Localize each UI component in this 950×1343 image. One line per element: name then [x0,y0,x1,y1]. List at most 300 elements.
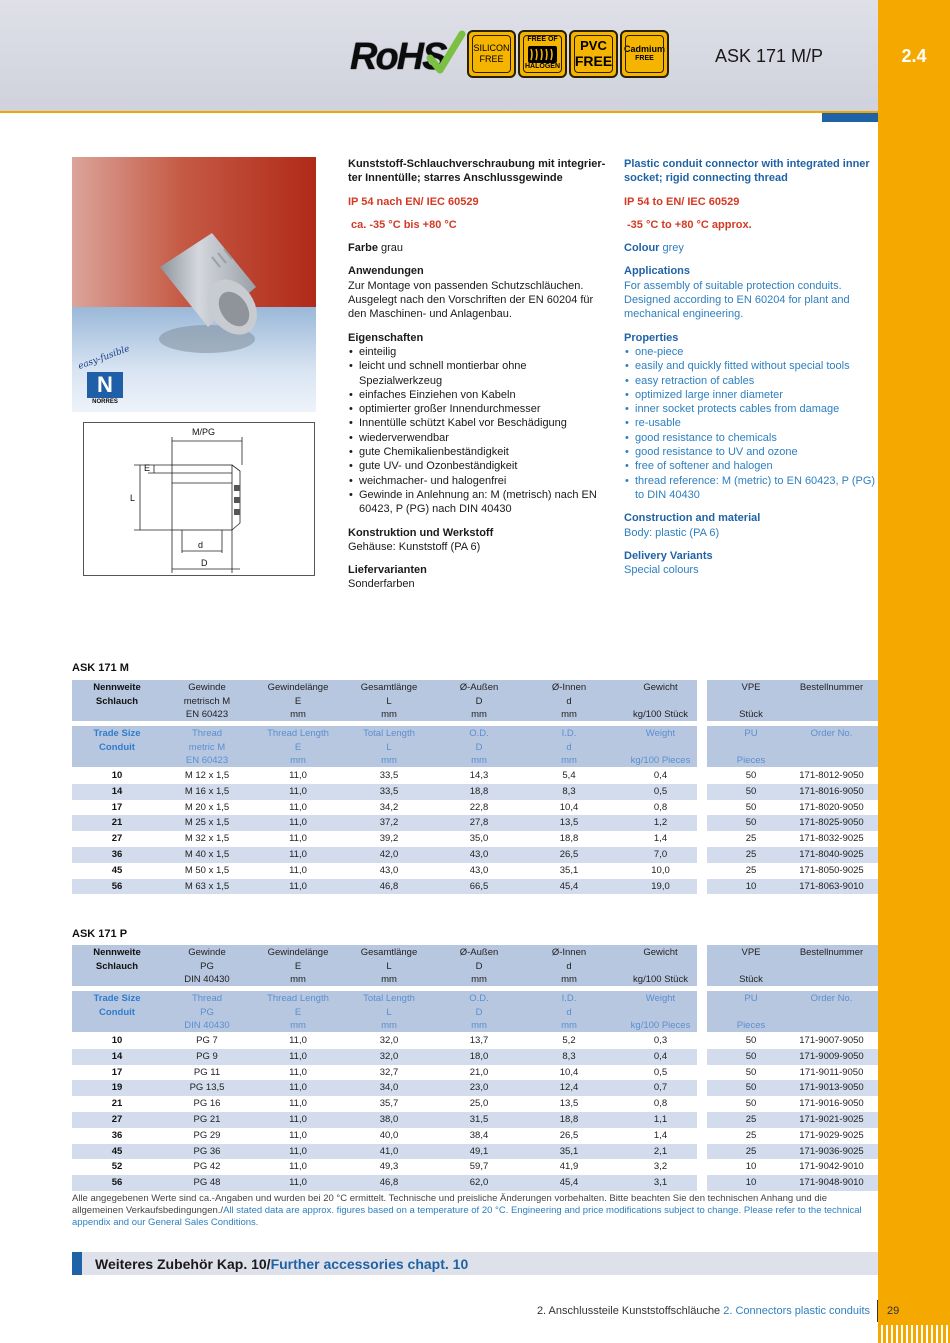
table-cell: 1,4 [653,1129,668,1141]
table-row [72,1128,878,1144]
table-m [72,680,878,894]
table-cell: 10,4 [559,1066,579,1078]
technical-drawing [83,422,315,576]
column-header: Gewicht kg/100 Stück [633,682,688,721]
table-cell: 11,0 [289,1129,307,1141]
english-temp: -35 °C to +80 °C approx. [627,218,752,231]
table-cell: 25 [745,849,757,860]
german-construction-title: Konstruktion und Werkstoff [348,526,494,539]
german-applications-title: Anwendungen [348,265,424,278]
table-cell: 171-9009-9050 [799,1050,864,1062]
list-item: • easy retraction of cables [624,374,878,388]
english-delivery-text: Special colours [624,564,699,577]
table-cell: 10 [111,1035,123,1046]
accessories-marker [72,1252,82,1275]
table-cell: 34,2 [379,801,399,813]
table-row [72,815,878,831]
column-header: Thread metric M EN 60423 [185,728,229,767]
table-cell: 11,0 [289,880,307,892]
table-cell: 41,0 [379,1145,399,1157]
column-header: VPE Stück [739,682,763,721]
table-cell: 46,8 [379,1177,399,1189]
halogen-icon [528,46,557,63]
list-item: • Gewinde in Anlehnung an: M (metrisch) nach EN 60423, P (PG) nach DIN 40430 [348,488,606,517]
table-cell: 0,5 [653,1066,668,1078]
pvc-free-badge: PVC FREE [569,30,618,78]
column-header: Ø-Innen d mm [551,947,587,986]
table-cell: 62,0 [469,1177,489,1189]
table-cell: 38,0 [379,1114,399,1125]
table-cell: 2,1 [653,1145,668,1157]
column-header: O.D. D mm [469,728,489,767]
table-cell: 32,7 [379,1066,399,1078]
table-cell: 45,4 [559,880,579,892]
footer-de: 2. Anschlussteile Kunststoffschläuche [536,1305,721,1317]
table-cell: 5,4 [562,770,576,781]
list-item: • leicht und schnell montierbar ohne Spezialwerkzeug [348,359,606,388]
english-applications-title: Applications [624,265,691,278]
german-title: Kunststoff-Schlauchverschraubung mit integrier-ter Innentülle; starres Anschlussgewinde [348,158,606,185]
accessories-de: Weiteres Zubehör Kap. 10/ [95,1256,271,1272]
table-cell: 17 [111,801,123,813]
column-header: I.D. d mm [561,993,577,1032]
script-logo: easy-fusible [76,344,132,372]
model-title: ASK 171 M/P [715,46,824,66]
rohs-label: RoHS [350,36,446,78]
table-row [72,1049,878,1065]
table-cell: 11,0 [289,1161,307,1173]
table-row [72,863,878,879]
label-mpg: M/PG [192,427,216,437]
table-row [72,1065,878,1081]
column-header: Trade Size Conduit [93,728,141,753]
table-row [72,831,878,847]
table-cell: 42,0 [379,849,399,860]
silicon-free-badge: SILICON FREE [467,30,516,78]
label-e: E [144,463,151,473]
table-cell: 10,4 [559,801,579,813]
table-cell: PG 36 [193,1145,221,1157]
table-cell: M 12 x 1,5 [184,770,230,781]
table-cell: 11,0 [289,1082,307,1094]
table-cell: 11,0 [289,1177,307,1189]
column-header: O.D. D mm [469,993,489,1032]
column-header: Bestellnummer [799,682,864,693]
table-cell: PG 7 [196,1035,218,1046]
table-cell: 25,0 [469,1098,489,1110]
table-cell: 0,3 [653,1035,668,1046]
table-cell: 43,0 [469,864,489,876]
table-cell: 50 [745,770,757,781]
list-item: • optimized large inner diameter [624,388,878,402]
list-item: • gute UV- und Ozonbeständigkeit [348,459,606,473]
blue-marker [822,113,878,122]
checkmark-icon [426,30,466,78]
column-header: Ø-Außen D mm [459,682,499,721]
footnote [72,1193,878,1229]
table-cell: 26,5 [559,1129,579,1141]
table-cell: 40,0 [379,1129,399,1141]
table-cell: 59,7 [469,1161,489,1173]
table-row [72,1112,878,1128]
en-header [72,726,878,767]
german-temp: ca. -35 °C bis +80 °C [351,218,457,231]
column-header: I.D. d mm [561,728,577,767]
table-cell: 50 [745,1098,757,1110]
list-item: • einfaches Einziehen von Kabeln [348,388,606,402]
list-item: • Innentülle schützt Kabel vor Beschädigung [348,416,606,430]
table-row [72,1033,878,1049]
table-cell: 36 [111,1129,123,1141]
table-cell: 35,0 [469,833,489,845]
list-item: • weichmacher- und halogenfrei [348,474,606,488]
column-header: Thread Length E mm [267,993,329,1032]
table-row [72,1096,878,1112]
table-cell: PG 11 [193,1066,221,1078]
table-m-title: ASK 171 M [72,662,129,674]
table-cell: 0,8 [653,801,668,813]
table-cell: 171-8016-9050 [799,785,864,797]
list-item: • good resistance to UV and ozone [624,445,878,459]
table-cell: 43,0 [469,849,489,860]
table-cell: 46,8 [379,880,399,892]
column-header: Thread PG DIN 40430 [184,993,230,1032]
table-cell: 8,3 [562,785,576,797]
table-cell: 13,5 [559,817,579,829]
table-cell: 11,0 [289,833,307,845]
english-colour-value: grey [662,242,684,255]
table-cell: 11,0 [289,849,307,860]
english-properties-list [624,345,878,502]
list-item: • good resistance to chemicals [624,431,878,445]
table-cell: 38,4 [469,1129,489,1141]
english-ip: IP 54 to EN/ IEC 60529 [624,195,740,208]
table-cell: 49,1 [469,1145,489,1157]
table-cell: 171-9029-9025 [799,1129,864,1141]
table-row [72,768,878,784]
accessories-en: Further accessories chapt. 10 [270,1256,469,1272]
table-row [72,1159,878,1175]
table-row [72,1175,878,1191]
table-cell: 27 [111,833,123,845]
table-cell: 50 [745,817,757,829]
list-item: • einteilig [348,345,606,359]
table-cell: 50 [745,1082,757,1094]
table-cell: 1,2 [653,817,668,829]
column-header: Order No. [810,728,853,739]
table-cell: 33,5 [379,770,399,781]
german-properties-list [348,345,606,517]
table-cell: 11,0 [289,1050,307,1062]
footer-divider [877,1300,878,1322]
table-cell: PG 13,5 [189,1082,225,1094]
table-cell: 33,5 [379,785,399,797]
table-cell: 14 [111,1050,123,1062]
table-cell: 35,1 [559,864,579,876]
table-cell: 66,5 [469,880,489,892]
german-colour-value: grau [381,242,404,255]
table-cell: 11,0 [289,785,307,797]
table-cell: 19 [111,1082,123,1094]
german-colour-label: Farbe [348,242,378,255]
table-p [72,945,878,1190]
table-cell: 17 [111,1066,123,1078]
column-header: PU Pieces [736,993,766,1032]
table-cell: 171-8050-9025 [799,864,864,876]
norres-logo: N NORRES [81,372,129,408]
column-header: Gewindelänge E mm [267,947,329,986]
table-cell: 0,5 [653,785,668,797]
column-header: Gewindelänge E mm [267,682,329,721]
table-cell: 11,0 [289,817,307,829]
table-cell: 171-9021-9025 [799,1114,864,1125]
table-cell: 21 [111,817,123,829]
table-cell: M 25 x 1,5 [184,817,230,829]
table-cell: 31,5 [469,1114,489,1125]
table-cell: 11,0 [289,1035,307,1046]
table-cell: 0,7 [653,1082,668,1094]
table-cell: 10 [745,1177,757,1189]
table-cell: 34,0 [379,1082,399,1094]
table-row [72,1080,878,1096]
table-row [72,879,878,895]
table-cell: 171-8063-9010 [799,880,864,892]
header-divider [0,111,878,113]
table-cell: 35,7 [379,1098,399,1110]
label-l: L [130,493,136,503]
table-cell: 45 [111,864,123,876]
halogen-free-badge: FREE OF HALOGEN [518,30,567,78]
table-cell: 171-8020-9050 [799,801,864,813]
column-header: Ø-Innen d mm [551,682,587,721]
german-delivery-text: Sonderfarben [348,578,415,591]
de-header [72,680,878,721]
table-cell: 171-9036-9025 [799,1145,864,1157]
table-cell: 171-9048-9010 [799,1177,864,1189]
table-cell: 171-8012-9050 [799,770,864,781]
column-header: Order No. [810,993,853,1004]
english-construction-text: Body: plastic (PA 6) [624,526,720,539]
table-cell: 25 [745,833,757,845]
table-cell: 11,0 [289,770,307,781]
table-cell: 11,0 [289,1066,307,1078]
list-item: • free of softener and halogen [624,459,878,473]
table-cell: 43,0 [379,864,399,876]
column-header: Weight kg/100 Pieces [630,728,691,767]
page-number: 29 [887,1305,900,1317]
cadmium-free-badge: Cadmium FREE [620,30,669,78]
table-cell: 50 [745,1035,757,1046]
table-cell: M 32 x 1,5 [184,833,230,845]
table-cell: 0,4 [653,770,668,781]
table-cell: 171-9013-9050 [799,1082,864,1094]
table-cell: 52 [111,1161,123,1173]
table-cell: M 16 x 1,5 [184,785,230,797]
german-applications-text: Zur Montage von passenden Schutzschläuchen. Ausgelegt nach den Vorschriften der EN 60204 für den Maschinen- und Anlagenbau. [348,279,594,321]
table-cell: 11,0 [289,801,307,813]
german-delivery-title: Liefervarianten [348,564,427,577]
english-applications-text: For assembly of suitable protection conduits. Designed according to EN 60204 for plant and mechanical engineering. [624,279,850,321]
table-cell: 14,3 [469,770,489,781]
table-cell: 11,0 [289,1098,307,1110]
column-header: Ø-Außen D mm [459,947,499,986]
column-header: Total Length L mm [363,728,415,767]
list-item: • inner socket protects cables from damage [624,402,878,416]
english-construction-title: Construction and material [624,512,761,525]
list-item: • gute Chemikalienbeständigkeit [348,445,606,459]
table-cell: 1,4 [653,833,668,845]
table-cell: M 40 x 1,5 [184,849,230,860]
table-cell: 25 [745,864,757,876]
table-cell: 32,0 [379,1035,399,1046]
german-description [348,157,606,601]
column-header: Thread Length E mm [267,728,329,767]
table-cell: 27,8 [469,817,489,829]
column-header: Gesamtlänge L mm [360,947,418,986]
fitting-image [152,227,262,357]
column-header: VPE Stück [739,947,763,986]
table-p-title: ASK 171 P [72,928,128,940]
column-header: Nennweite Schlauch [93,682,141,707]
table-cell: 11,0 [289,1114,307,1125]
table-cell: 45 [111,1145,123,1157]
en-header [72,991,878,1032]
table-cell: 10 [745,1161,757,1173]
table-cell: 35,1 [559,1145,579,1157]
german-construction-text: Gehäuse: Kunststoff (PA 6) [348,540,481,553]
table-cell: 5,2 [562,1035,576,1046]
label-d-outer: D [201,558,208,568]
table-cell: 13,7 [469,1035,489,1046]
table-cell: 25 [745,1114,757,1125]
page-footer [420,1305,870,1317]
column-header: PU Pieces [736,728,766,767]
table-cell: 18,8 [559,833,579,845]
table-row [72,800,878,816]
table-cell: 10 [111,770,123,781]
table-cell: 0,4 [653,1050,668,1062]
table-cell: 14 [111,785,123,797]
footer-en: 2. Connectors plastic conduits [723,1305,870,1317]
column-header: Total Length L mm [363,993,415,1032]
footer-decoration [878,1325,950,1343]
german-ip: IP 54 nach EN/ IEC 60529 [348,195,479,208]
table-cell: PG 48 [193,1177,221,1189]
table-cell: 50 [745,785,757,797]
table-cell: PG 29 [193,1129,221,1141]
table-cell: 13,5 [559,1098,579,1110]
footnote-en: All stated data are approx. figures based on a temperature of 20 °C. Engineering and price modifications subject to change. Please refer to the technical appendix and our General Sales Conditions. [72,1205,862,1228]
table-cell: 45,4 [559,1177,579,1189]
list-item: • re-usable [624,416,878,430]
table-cell: 21,0 [469,1066,489,1078]
table-cell: 37,2 [379,817,399,829]
table-cell: 8,3 [562,1050,576,1062]
table-cell: 18,8 [469,785,489,797]
column-header: Nennweite Schlauch [93,947,141,972]
table-cell: 50 [745,801,757,813]
table-cell: 0,8 [653,1098,668,1110]
table-cell: 18,0 [469,1050,489,1062]
table-cell: 7,0 [653,849,668,860]
accessories-link[interactable] [95,1256,468,1272]
table-cell: PG 9 [196,1050,218,1062]
table-cell: 21 [111,1098,123,1110]
german-properties-title: Eigenschaften [348,331,424,344]
table-cell: 171-8040-9025 [799,849,864,860]
table-cell: 171-8032-9025 [799,833,864,845]
list-item: • thread reference: M (metric) to EN 60423, P (PG) to DIN 40430 [624,474,878,503]
table-cell: PG 42 [193,1161,221,1173]
table-cell: 1,1 [653,1114,668,1125]
table-cell: 56 [111,1177,123,1189]
column-header: Gesamtlänge L mm [360,682,418,721]
table-cell: 41,9 [559,1161,579,1173]
table-cell: 22,8 [469,801,489,813]
de-header [72,945,878,986]
side-strip [878,113,950,1343]
english-delivery-title: Delivery Variants [624,549,713,562]
table-cell: 56 [111,880,123,892]
rohs-logo [346,30,464,80]
english-description [624,157,878,586]
table-cell: 50 [745,1050,757,1062]
label-d-inner: d [198,540,204,550]
table-cell: 25 [745,1145,757,1157]
table-row [72,1144,878,1160]
table-cell: 11,0 [289,1145,307,1157]
table-cell: PG 16 [193,1098,221,1110]
list-item: • easily and quickly fitted without special tools [624,359,878,373]
table-cell: 3,2 [653,1161,668,1173]
column-header: Weight kg/100 Pieces [630,993,691,1032]
table-cell: 36 [111,849,123,860]
table-cell: 10 [745,880,757,892]
table-cell: 19,0 [651,880,670,892]
column-header: Trade Size Conduit [93,993,141,1018]
table-cell: 18,8 [559,1114,579,1125]
english-title: Plastic conduit connector with integrated inner socket; rigid connecting thread [624,158,870,185]
table-cell: 11,0 [289,864,307,876]
footnote-de: Alle angegebenen Werte sind ca.-Angaben und wurden bei 20 °C ermittelt. Technische und preisliche Änderungen vorbehalten. Bitte beachten Sie den technischen Anhang und die allgemeinen Verkaufsbedingungen./ [72,1193,827,1216]
table-cell: M 20 x 1,5 [184,801,230,813]
table-cell: 171-9011-9050 [799,1066,864,1078]
column-header: Gewinde PG DIN 40430 [184,947,230,986]
product-photo [72,157,316,412]
table-row [72,847,878,863]
column-header: Gewinde metrisch M EN 60423 [183,682,231,721]
table-cell: 49,3 [379,1161,399,1173]
table-cell: 27 [111,1114,123,1125]
table-cell: 26,5 [559,849,579,860]
table-cell: M 63 x 1,5 [184,880,230,892]
table-cell: 12,4 [559,1082,579,1094]
table-cell: 39,2 [379,833,399,845]
table-cell: 171-9007-9050 [799,1035,864,1046]
table-cell: 171-8025-9050 [799,817,864,829]
table-cell: PG 21 [193,1114,221,1125]
table-cell: 23,0 [469,1082,489,1094]
table-cell: 50 [745,1066,757,1078]
english-colour-label: Colour [624,242,660,255]
list-item: • one-piece [624,345,878,359]
table-cell: 10,0 [651,864,670,876]
column-header: Gewicht kg/100 Stück [633,947,688,986]
table-cell: 171-9016-9050 [799,1098,864,1110]
list-item: • wiederverwendbar [348,431,606,445]
table-cell: M 50 x 1,5 [184,864,230,876]
table-cell: 171-9042-9010 [799,1161,864,1173]
